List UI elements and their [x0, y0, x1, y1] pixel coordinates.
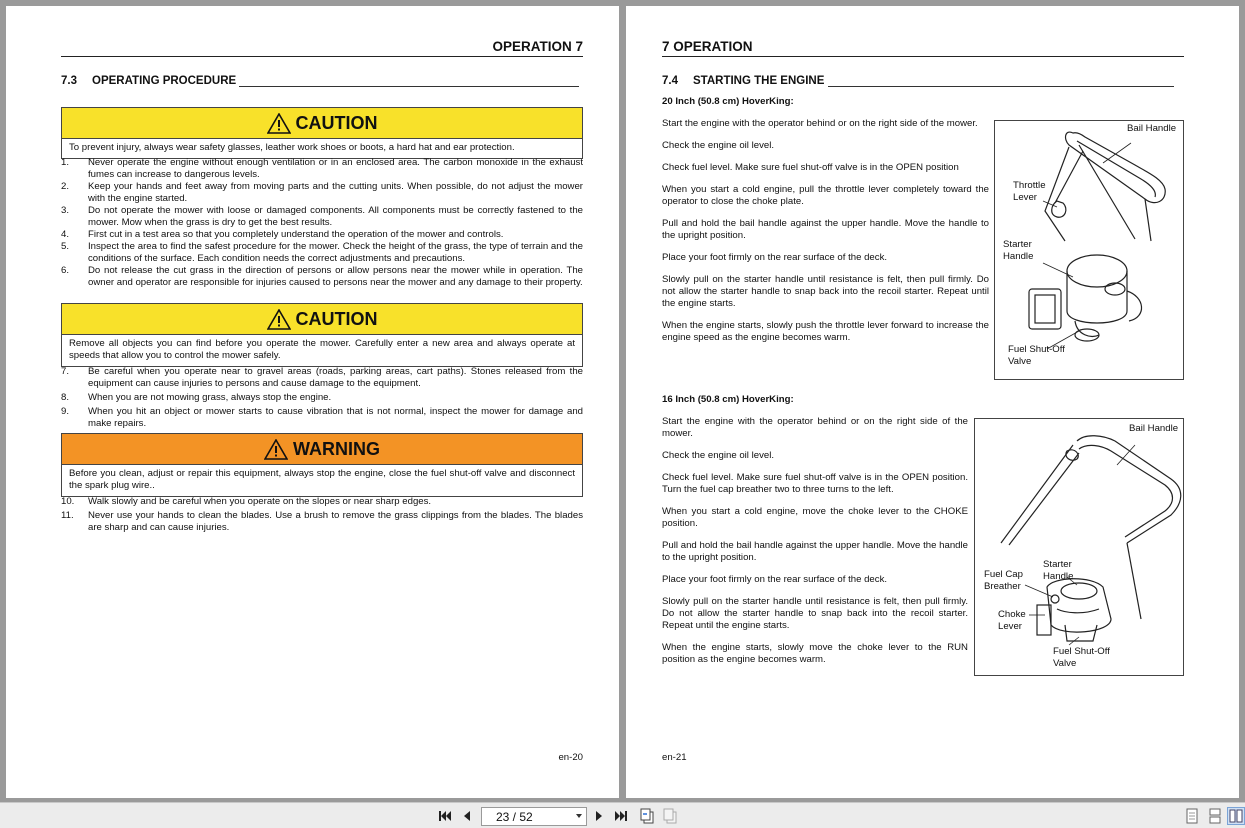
- single-page-icon: [1186, 808, 1198, 824]
- caution-box-1: [61, 107, 583, 159]
- instruction-paragraph: Place your foot firmly on the rear surface of the deck.: [662, 574, 888, 585]
- label-bail-handle: Bail Handle: [1127, 123, 1177, 134]
- list-item: 8. When you are not mowing grass, always stop the engine.: [61, 392, 332, 403]
- viewer-toolbar: [0, 802, 1245, 828]
- caution-banner: [62, 304, 582, 335]
- subsection-title-20in: 20 Inch (50.8 cm) HoverKing:: [662, 96, 794, 107]
- warning-box: [61, 433, 583, 497]
- subsection-title-16in: 16 Inch (50.8 cm) HoverKing:: [662, 394, 794, 405]
- last-page-button[interactable]: [612, 807, 630, 825]
- section-title: STARTING THE ENGINE: [693, 75, 825, 87]
- caution-box-2: [61, 303, 583, 367]
- figure-16in-mower: [974, 418, 1184, 676]
- instruction-paragraph: When the engine starts, slowly move the choke lever to the RUN position as the engine becomes warm.: [662, 642, 968, 665]
- single-page-view-button[interactable]: [1183, 807, 1201, 825]
- previous-page-icon: [462, 810, 472, 822]
- page-header: 7 OPERATION: [662, 39, 753, 54]
- label-fuel-cap-breather: Fuel Cap Breather: [984, 569, 1023, 592]
- label-choke-lever: Choke Lever: [998, 609, 1026, 632]
- page-header: OPERATION 7: [492, 39, 583, 54]
- right-page: [626, 6, 1239, 798]
- header-rule: [662, 56, 1184, 57]
- section-number: 7.4: [662, 75, 678, 87]
- section-number: 7.3: [61, 75, 77, 87]
- instruction-paragraph: Check fuel level. Make sure fuel shut-off valve is in the OPEN position: [662, 162, 959, 173]
- instruction-paragraph: Pull and hold the bail handle against the upper handle. Move the handle to the upright position.: [662, 540, 968, 563]
- list-item: 4. First cut in a test area so that you completely understand the operation of the mower and controls.: [61, 229, 504, 240]
- section-title: OPERATING PROCEDURE: [92, 75, 237, 87]
- label-fuel-shutoff-valve: Fuel Shut-Off Valve: [1008, 344, 1065, 367]
- warning-label: WARNING: [293, 439, 380, 459]
- first-page-icon: [438, 810, 452, 822]
- label-bail-handle: Bail Handle: [1129, 423, 1179, 434]
- procedure-list-b: [61, 366, 583, 430]
- instruction-paragraph: Check the engine oil level.: [662, 450, 774, 461]
- section-underline: [828, 77, 1174, 87]
- page-indicator: 23 / 52: [496, 809, 533, 824]
- list-item: 11. Never use your hands to clean the blades. Use a brush to remove the grass clippings from the blades. The blades are sharp and can cause injuries.: [61, 510, 583, 533]
- first-page-button[interactable]: [436, 807, 454, 825]
- list-item: 9. When you hit an object or mower starts to cause vibration that is not normal, inspect the mower for damage and make repairs.: [61, 406, 583, 429]
- instruction-paragraph: Slowly pull on the starter handle until resistance is felt, then pull firmly. Do not allow the starter handle to snap back into the recoil starter. Repeat until the engine starts.: [662, 596, 968, 631]
- continuous-page-icon: [1209, 808, 1221, 824]
- label-throttle-lever: Throttle Lever: [1013, 180, 1046, 203]
- instruction-paragraph: Check fuel level. Make sure fuel shut-off valve is in the OPEN position. Turn the fuel cap breather two to three turns to the left.: [662, 472, 968, 495]
- list-item: 10. Walk slowly and be careful when you operate on the slopes or near sharp edges.: [61, 496, 432, 507]
- instruction-paragraph: Start the engine with the operator behind or on the right side of the mower.: [662, 416, 968, 439]
- procedure-list-c: [61, 496, 583, 534]
- instruction-paragraph: Place your foot firmly on the rear surface of the deck.: [662, 252, 888, 263]
- warning-text: Before you clean, adjust or repair this equipment, always stop the engine, close the fuel shut-off valve and disconnect the spark plug wire..: [69, 468, 575, 491]
- instruction-paragraph: When you start a cold engine, move the choke lever to the CHOKE position.: [662, 506, 968, 529]
- next-page-icon: [594, 810, 604, 822]
- two-page-view-button[interactable]: [1227, 807, 1245, 825]
- section-underline: [239, 77, 579, 87]
- next-page-button[interactable]: [590, 807, 608, 825]
- list-item: 7. Be careful when you operate near to gravel areas (roads, parking areas, cart paths). Stones released from the equipment can cause injuries to persons and cause damage to the equipment.: [61, 366, 583, 389]
- figure-20in-mower: [994, 120, 1184, 380]
- section-heading: [662, 75, 1184, 87]
- chevron-down-icon[interactable]: [576, 814, 582, 818]
- page-number: en-21: [662, 752, 687, 763]
- caution-text: Remove all objects you can find before you operate the mower. Carefully enter a new area and always operate at speeds that allow you to control the mower safely.: [69, 338, 575, 361]
- instruction-paragraph: Check the engine oil level.: [662, 140, 774, 151]
- two-page-icon: [1229, 809, 1243, 823]
- list-item: 1. Never operate the engine without enough ventilation or in an enclosed area. The carbon monoxide in the exhaust fumes can increase to dangerous levels.: [61, 157, 583, 180]
- caution-label: CAUTION: [295, 309, 378, 329]
- left-page: [6, 6, 619, 798]
- header-rule: [61, 56, 583, 57]
- warning-banner: [62, 434, 582, 465]
- caution-label: CAUTION: [295, 113, 378, 133]
- warning-triangle-icon: [264, 439, 288, 460]
- list-item: 6. Do not release the cut grass in the direction of persons or allow persons near the mower while in operation. The owner and operator are responsible for injuries caused to persons near the mower and any damage to their property.: [61, 265, 583, 288]
- instruction-paragraph: Slowly pull on the starter handle until resistance is felt, then pull firmly. Do not allow the starter handle to snap back into the recoil starter. Repeat until the engine starts.: [662, 274, 989, 309]
- list-item: 5. Inspect the area to find the safest procedure for the mower. Check the height of the grass, the type of terrain and the conditions of the surface. Each condition needs the correct adjustments and precautions.: [61, 241, 583, 264]
- go-back-button[interactable]: [638, 807, 656, 825]
- caution-text: To prevent injury, always wear safety glasses, leather work shoes or boots, a hard hat and ear protection.: [69, 142, 515, 153]
- caution-banner: [62, 108, 582, 139]
- label-starter-handle: Starter Handle: [1003, 239, 1034, 262]
- section-heading: [61, 75, 583, 87]
- warning-triangle-icon: [267, 309, 291, 330]
- label-starter-handle: Starter Handle: [1043, 559, 1074, 582]
- instruction-paragraph: Pull and hold the bail handle against the upper handle. Move the handle to the upright position.: [662, 218, 989, 241]
- go-forward-button[interactable]: [661, 807, 679, 825]
- page-number: en-20: [558, 752, 583, 763]
- instruction-paragraph: Start the engine with the operator behind or on the right side of the mower.: [662, 118, 978, 129]
- label-fuel-shutoff-valve: Fuel Shut-Off Valve: [1053, 646, 1110, 669]
- page-number-field[interactable]: [481, 807, 587, 826]
- go-forward-icon: [662, 808, 678, 824]
- continuous-view-button[interactable]: [1206, 807, 1224, 825]
- go-back-icon: [639, 808, 655, 824]
- procedure-list-a: [61, 157, 583, 289]
- list-item: 3. Do not operate the mower with loose or damaged components. All components must be correctly fastened to the mower. Mow when the grass is dry to get the best results.: [61, 205, 583, 228]
- last-page-icon: [614, 810, 628, 822]
- list-item: 2. Keep your hands and feet away from moving parts and the cutting units. When possible, do not adjust the mower with the engine started.: [61, 181, 583, 204]
- warning-triangle-icon: [267, 113, 291, 134]
- mower-16in-drawing: [975, 419, 1183, 675]
- previous-page-button[interactable]: [458, 807, 476, 825]
- instruction-paragraph: When the engine starts, slowly push the throttle lever forward to increase the engine speed as the engine becomes warm.: [662, 320, 989, 343]
- instruction-paragraph: When you start a cold engine, pull the throttle lever completely toward the operator to close the choke plate.: [662, 184, 989, 207]
